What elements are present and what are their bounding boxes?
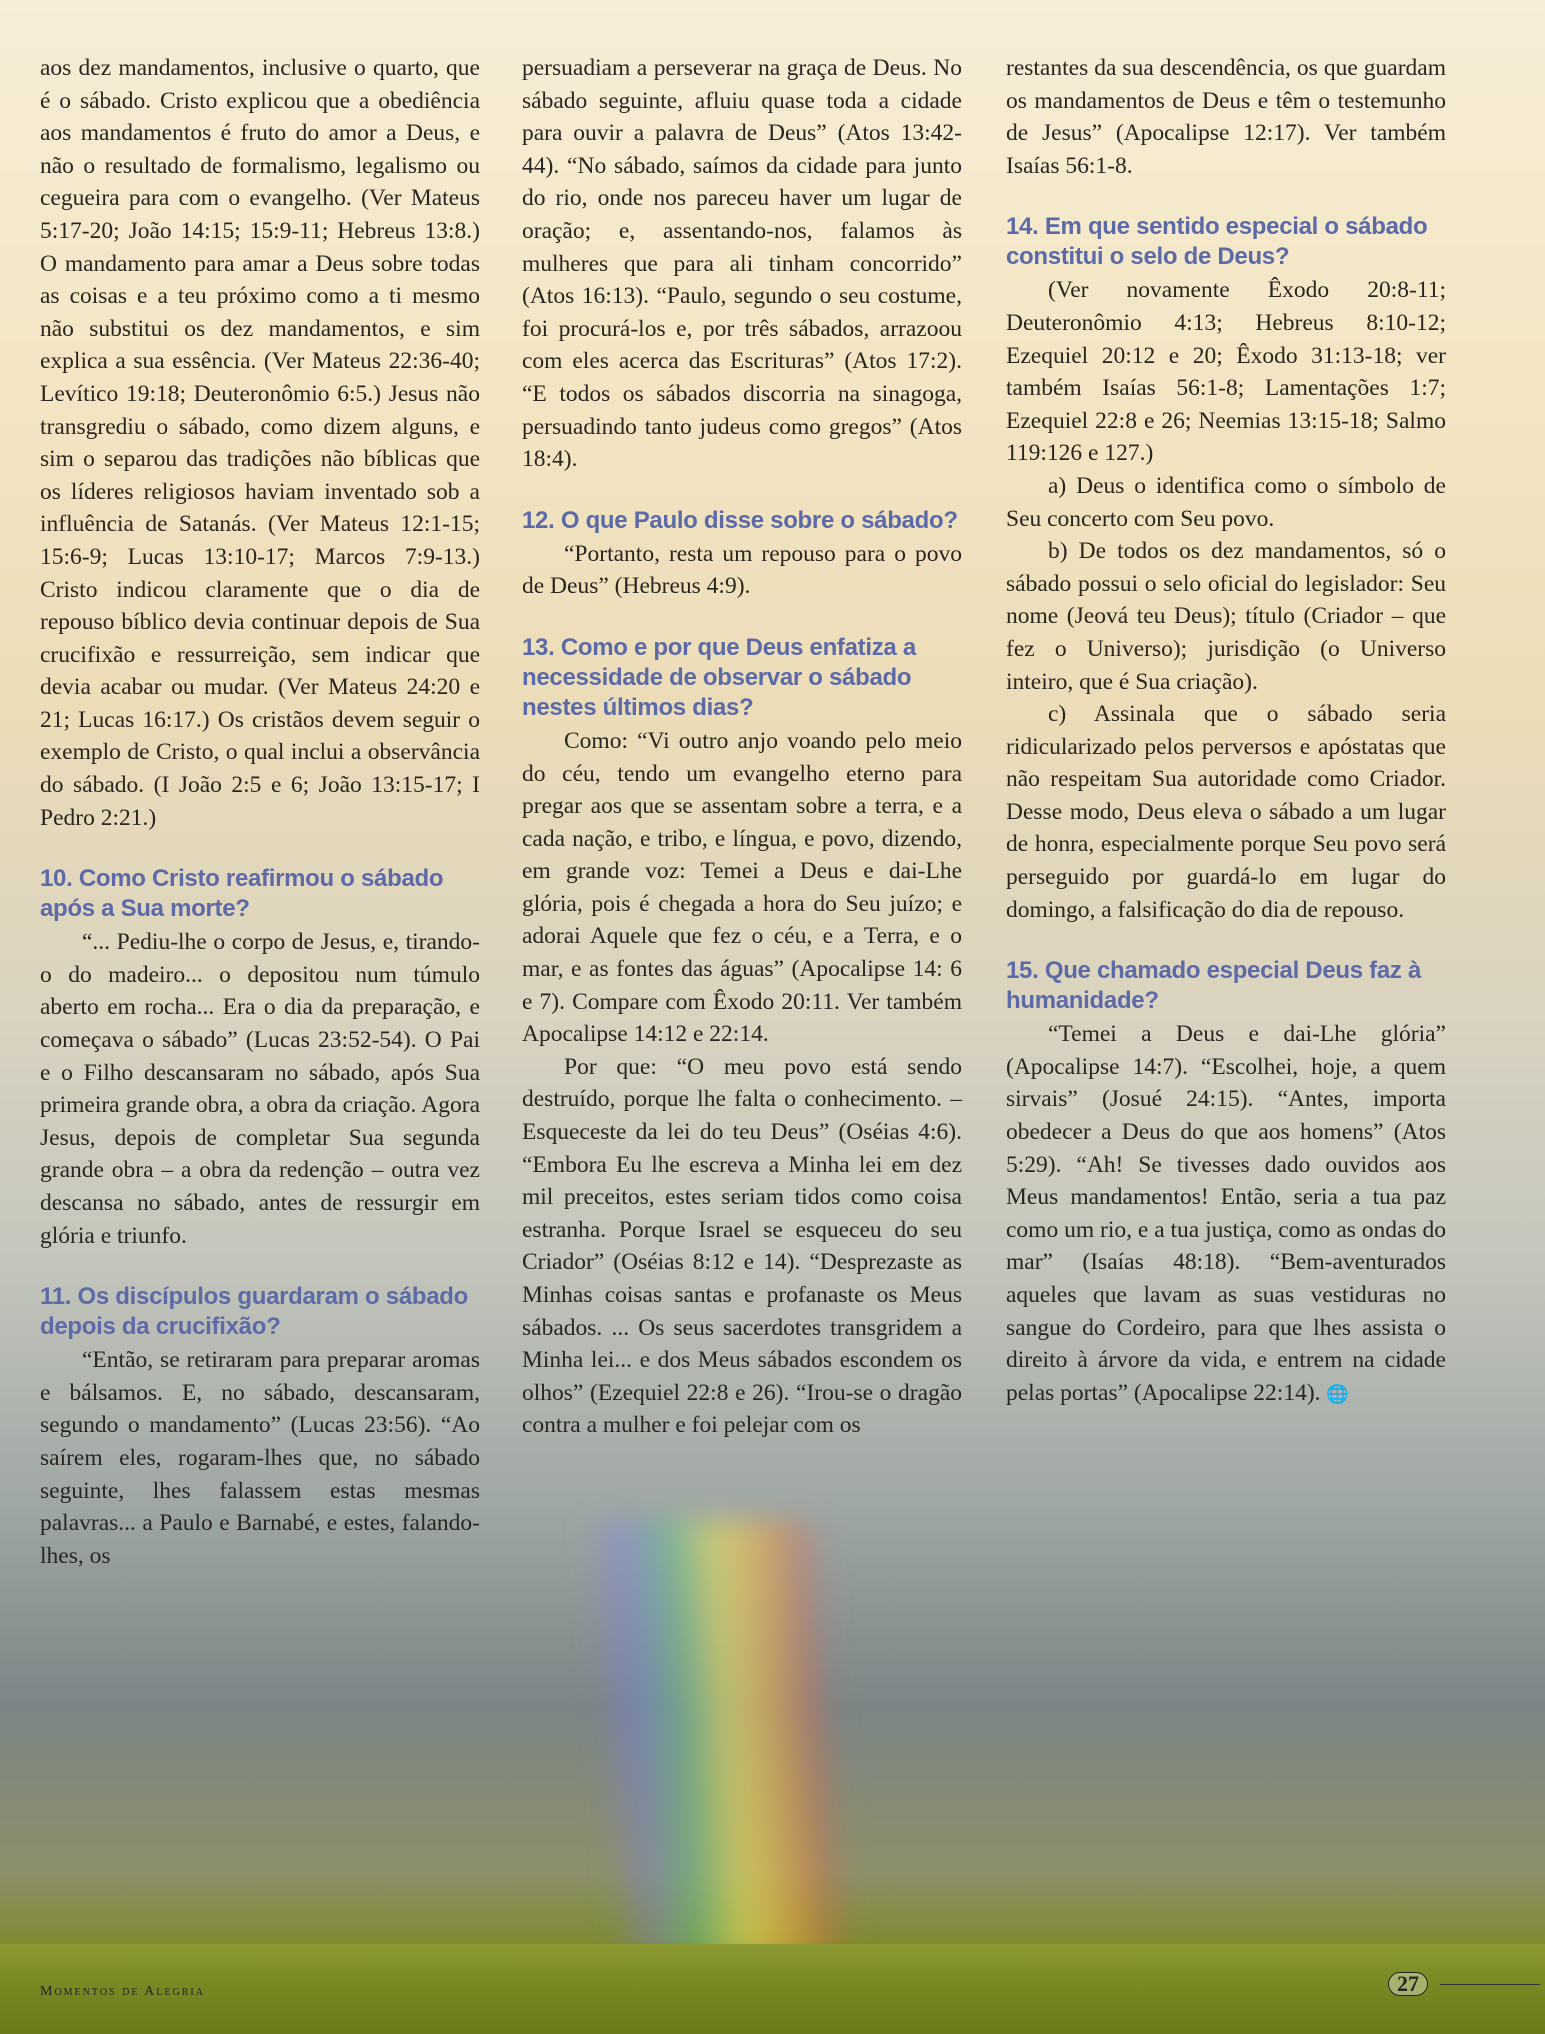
question-12-heading: 12. O que Paulo disse sobre o sábado? bbox=[522, 506, 958, 534]
question-13-porque: Por que: “O meu povo está sendo destruído, porque lhe falta o conhecimento. – Esqueceste da lei do teu Deus” (Oséias 4:6). “Embora Eu lhe escreva a Minha lei em dez mil preceitos, estes seriam tidos como coisa estranha. Porque Israel se esqueceu do seu Criador” (Oséias 8:12 e 14). “Desprezaste as Minhas coisas santas e profanaste os Meus sábados. ... Os seus sacerdotes transgridem a Minha lei... e dos Meus sábados escondem os olhos” (Ezequiel 22:8 e 26). “Irou-se o dragão contra a mulher e foi pelejar com os bbox=[522, 1053, 962, 1439]
question-10-heading: 10. Como Cristo reafirmou o sábado após a Sua morte? bbox=[40, 865, 444, 923]
question-15-text bbox=[1006, 1018, 1446, 1410]
question-10-text: “... Pediu-lhe o corpo de Jesus, e, tirando-o do madeiro... o depositou num túmulo aberto em rocha... Era o dia da preparação, e começava o sábado” (Lucas 23:52-54). O Pai e o Filho descansaram no sábado, após Sua primeira grande obra, a obra da criação. Agora Jesus, depois de completar Sua segunda grande obra – a obra da redenção – outra vez descansa no sábado, antes de ressurgir em glória e triunfo. bbox=[40, 929, 480, 1249]
column-3 bbox=[1006, 52, 1446, 1410]
question-12-text: “Portanto, resta um repouso para o povo de Deus” (Hebreus 4:9). bbox=[522, 540, 962, 600]
question-14-c: c) Assinala que o sábado seria ridicularizado pelos perversos e apóstatas que não respeitam Sua autoridade como Criador. Desse modo, Deus eleva o sábado a um lugar de honra, especialmente porque Seu povo será perseguido por guardá-lo em lugar do domingo, a falsificação do dia de repouso. bbox=[1006, 701, 1446, 923]
question-11-heading: 11. Os discípulos guardaram o sábado depois da crucifixão? bbox=[40, 1283, 469, 1341]
column-1 bbox=[40, 52, 480, 1572]
question-15-heading: 15. Que chamado especial Deus faz à humanidade? bbox=[1006, 957, 1422, 1015]
question-15-body: “Temei a Deus e dai-Lhe glória” (Apocalipse 14:7). “Escolhei, hoje, a quem sirvais” (Josué 24:15). “Antes, importa obedecer a Deus do que aos homens” (Atos 5:29). “Ah! Se tivesses dado ouvidos aos Meus mandamentos! Então, seria a tua paz como um rio, e a tua justiça, como as ondas do mar” (Isaías 48:18). “Bem-aventurados aqueles que lavam as suas vestiduras no sangue do Cordeiro, para que lhes assista o direito à árvore da vida, e entrem na cidade pelas portas” (Apocalipse 22:14). bbox=[1006, 1021, 1446, 1406]
question-14-heading: 14. Em que sentido especial o sábado constitui o selo de Deus? bbox=[1006, 213, 1428, 271]
column-2 bbox=[522, 52, 962, 1442]
globe-icon: 🌐 bbox=[1326, 1383, 1349, 1404]
question-13-como: Como: “Vi outro anjo voando pelo meio do céu, tendo um evangelho eterno para pregar aos que se assentam sobre a terra, e a cada nação, e tribo, e língua, e povo, dizendo, em grande voz: Temei a Deus e dai-Lhe glória, pois é chegada a hora do Seu juízo; e adorai Aquele que fez o céu, e a Terra, e o mar, e as fontes das águas” (Apocalipse 14: 6 e 7). Compare com Êxodo 20:11. Ver também Apocalipse 14:12 e 22:14. bbox=[522, 727, 962, 1048]
col2-paragraph: persuadiam a perseverar na graça de Deus. No sábado seguinte, afluiu quase toda a cidade para ouvir a palavra de Deus” (Atos 13:42-44). “No sábado, saímos da cidade para junto do rio, onde nos pareceu haver um lugar de oração; e, assentando-nos, falamos às mulheres que para ali tinham concorrido” (Atos 16:13). “Paulo, segundo o seu costume, foi procurá-los e, por três sábados, arrazoou com eles acerca das Escrituras” (Atos 17:2). “E todos os sábados discorria na sinagoga, persuadindo tanto judeus como gregos” (Atos 18:4). bbox=[522, 55, 962, 473]
question-11-text: “Então, se retiraram para preparar aromas e bálsamos. E, no sábado, descansaram, segundo o mandamento” (Lucas 23:56). “Ao saírem eles, rogaram-lhes que, no sábado seguinte, lhes falassem estas mesmas palavras... a Paulo e Barnabé, e estes, falando-lhes, os bbox=[40, 1347, 480, 1569]
question-14-b: b) De todos os dez mandamentos, só o sábado possui o selo oficial do legislador: Seu nome (Jeová teu Deus); título (Criador – que fez o Universo); jurisdição (o Universo inteiro, que é Sua criação). bbox=[1006, 538, 1446, 695]
question-14-text: (Ver novamente Êxodo 20:8-11; Deuteronômio 4:13; Hebreus 8:10-12; Ezequiel 20:12 e 20; Êxodo 31:13-18; ver também Isaías 56:1-8; Lamentações 1:7; Ezequiel 22:8 e 26; Neemias 13:15-18; Salmo 119:126 e 127.) bbox=[1006, 277, 1446, 467]
question-14-a: a) Deus o identifica como o símbolo de Seu concerto com Seu povo. bbox=[1006, 472, 1446, 532]
magazine-name: Momentos de Alegria bbox=[40, 1984, 205, 1999]
page-number: 27 bbox=[1388, 1972, 1428, 1996]
col1-paragraph: aos dez mandamentos, inclusive o quarto, que é o sábado. Cristo explicou que a obediência aos mandamentos é fruto do amor a Deus, e não o resultado de formalismo, legalismo ou cegueira para com o evangelho. (Ver Mateus 5:17-20; João 14:15; 15:9-11; Hebreus 13:8.) O mandamento para amar a Deus sobre todas as coisas e a teu próximo como a ti mesmo não substitui os dez mandamentos, e sim explica a sua essência. (Ver Mateus 22:36-40; Levítico 19:18; Deuteronômio 6:5.) Jesus não transgrediu o sábado, como dizem alguns, e sim o separou das tradições não bíblicas que os líderes religiosos haviam inventado sob a influência de Satanás. (Ver Mateus 12:1-15; 15:6-9; Lucas 13:10-17; Marcos 7:9-13.) Cristo indicou claramente que o dia de repouso bíblico devia continuar depois de Sua crucifixão e ressurreição, sem indicar que devia acabar ou mudar. (Ver Mateus 24:20 e 21; Lucas 16:17.) Os cristãos devem seguir o exemplo de Cristo, o qual inclui a observância do sábado. (I João 2:5 e 6; João 13:15-17; I Pedro 2:21.) bbox=[40, 55, 480, 831]
footer-rule bbox=[1440, 1984, 1540, 1985]
grass-field-image bbox=[0, 1944, 1545, 2034]
rainbow-image bbox=[585, 1520, 856, 1960]
col3-paragraph: restantes da sua descendência, os que guardam os mandamentos de Deus e têm o testemunho de Jesus” (Apocalipse 12:17). Ver também Isaías 56:1-8. bbox=[1006, 55, 1446, 179]
question-13-heading: 13. Como e por que Deus enfatiza a necessidade de observar o sábado nestes últimos dias? bbox=[522, 633, 916, 721]
